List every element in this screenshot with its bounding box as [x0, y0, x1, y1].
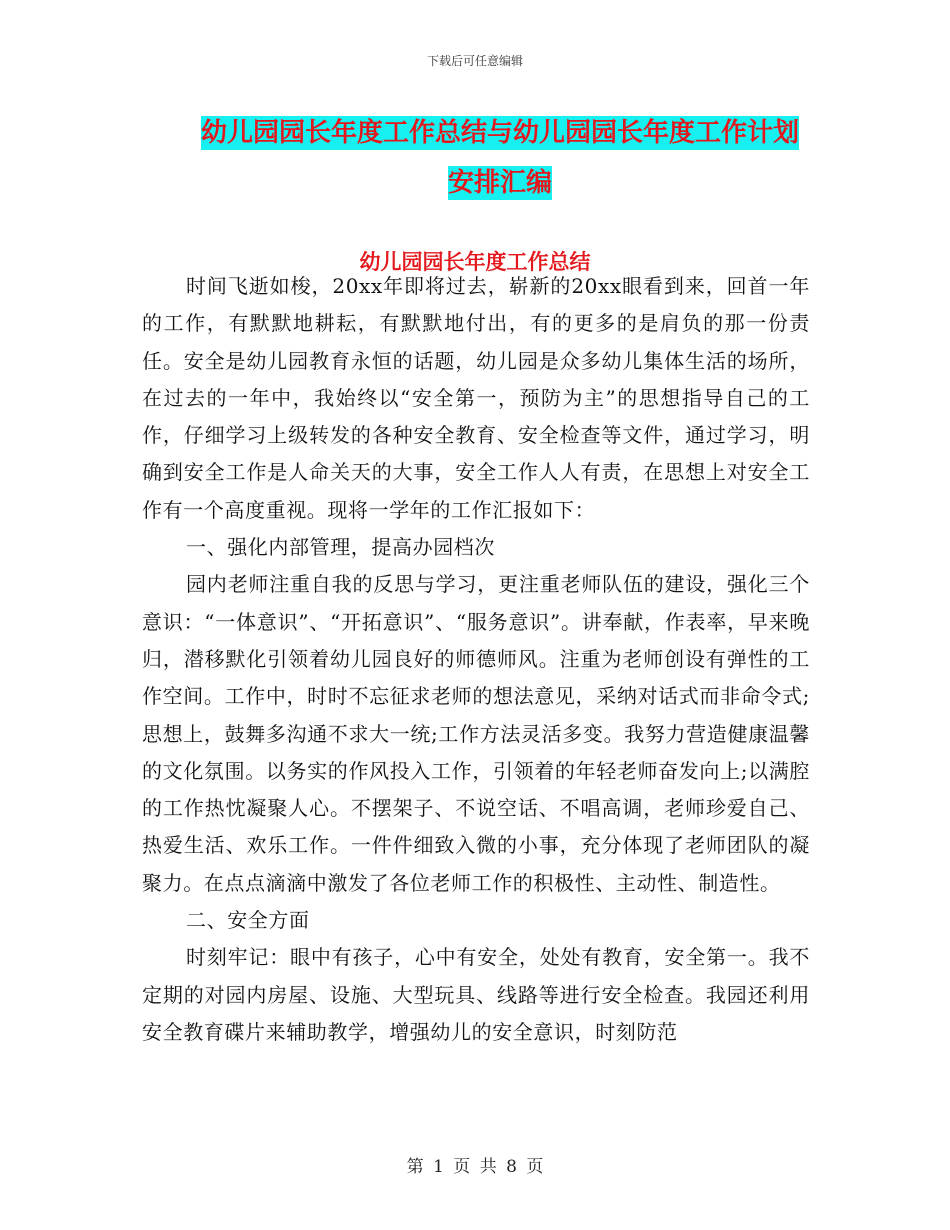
header-note: 下载后可任意编辑: [426, 54, 523, 68]
body-text: [142, 268, 810, 1051]
paragraph-internal-management: 园内老师注重自我的反思与学习，更注重老师队伍的建设，强化三个意识：“一体意识”、“开拓意识”、“服务意识”。讲奉献，作表率，早来晚归，潜移默化引领着幼儿园良好的师德师风。注重为老师创设有弹性的工作空间。工作中，时时不忘征求老师的想法意见，采纳对话式而非命令式;思想上，鼓舞多沟通不求大一统;工作方法灵活多变。我努力营造健康温馨的文化氛围。以务实的作风投入工作，引领着的年轻老师奋发向上;以满腔的工作热忱凝聚人心。不摆架子、不说空话、不唱高调，老师珍爱自己、热爱生活、欢乐工作。一件件细致入微的小事，充分体现了老师团队的凝聚力。在点点滴滴中激发了各位老师工作的积极性、主动性、制造性。: [142, 572, 810, 895]
heading-internal-management: 一、强化内部管理，提高办园档次: [186, 535, 495, 560]
heading-safety: 二、安全方面: [186, 908, 310, 933]
section-title: 幼儿园园长年度工作总结: [359, 250, 591, 274]
title-line-1: 幼儿园园长年度工作总结与幼儿园园长年度工作计划: [200, 118, 799, 148]
page-footer: 第 1 页 共 8 页: [406, 1157, 544, 1177]
document-title: [140, 108, 860, 208]
paragraph-intro: 时间飞逝如梭，20xx年即将过去，崭新的20xx眼看到来，回首一年的工作，有默默地耕耘，有默默地付出，有的更多的是肩负的那一份责任。安全是幼儿园教育永恒的话题，幼儿园是众多幼儿集体生活的场所，在过去的一年中，我始终以“安全第一，预防为主”的思想指导自己的工作，仔细学习上级转发的各种安全教育、安全检查等文件，通过学习，明确到安全工作是人命关天的大事，安全工作人人有责，在思想上对安全工作有一个高度重视。现将一学年的工作汇报如下：: [142, 274, 810, 522]
title-line-2: 安排汇编: [447, 168, 552, 198]
paragraph-safety: 时刻牢记：眼中有孩子，心中有安全，处处有教育，安全第一。我不定期的对园内房屋、设施、大型玩具、线路等进行安全检查。我园还利用安全教育碟片来辅助教学，增强幼儿的安全意识，时刻防范: [142, 945, 810, 1044]
